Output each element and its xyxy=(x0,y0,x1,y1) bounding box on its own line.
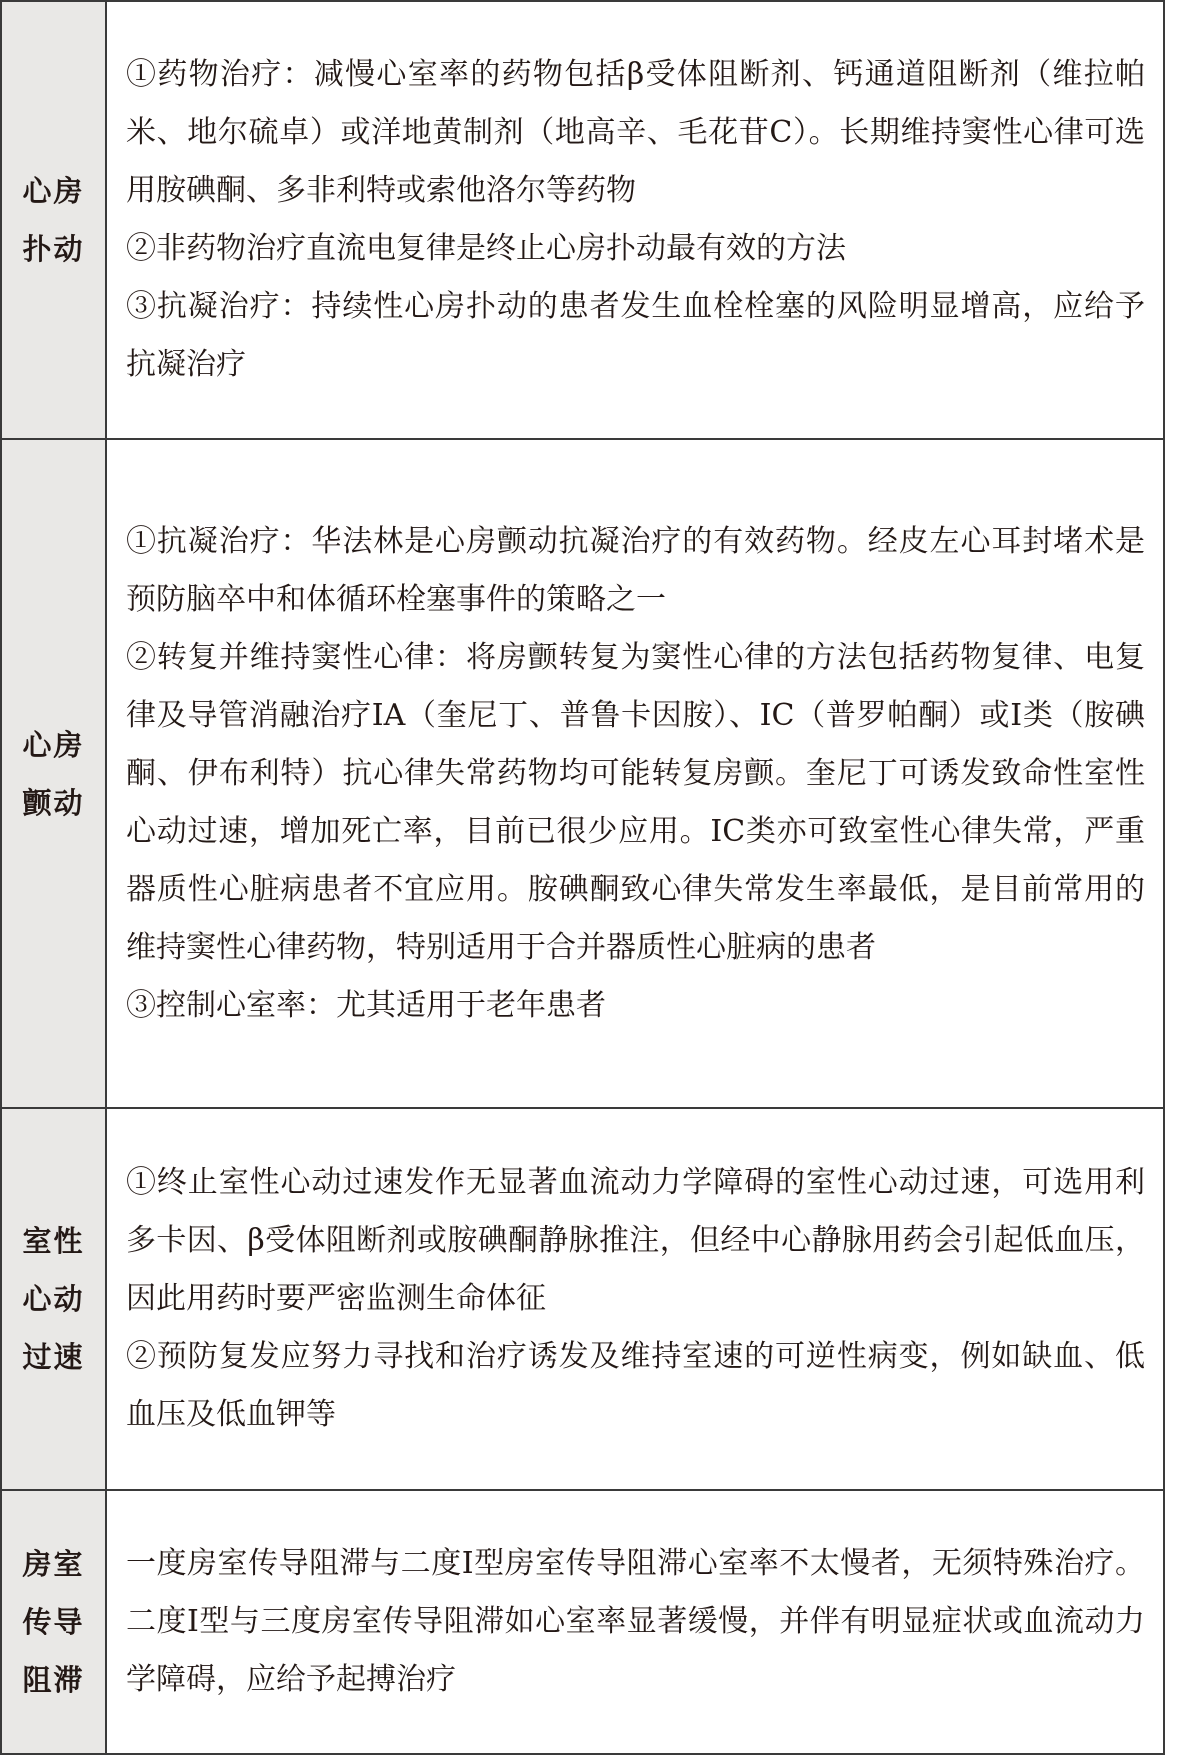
table-row xyxy=(1,439,1164,1108)
row-label-line: 心动 xyxy=(22,1282,85,1316)
row-label-cell xyxy=(1,1490,106,1754)
row-label-line: 心房 xyxy=(22,174,85,208)
content-paragraph: ②转复并维持窦性心律：将房颤转复为窦性心律的方法包括药物复律、电复律及导管消融治疗IA（奎尼丁、普鲁卡因胺）、IC（普罗帕酮）或Ⅰ类（胺碘酮、伊布利特）抗心律失常药物均可能转复房颤。奎尼丁可诱发致命性室性心动过速，增加死亡率，目前已很少应用。IC类亦可致室性心律失常，严重器质性心脏病患者不宜应用。胺碘酮致心律失常发生率最低，是目前常用的维持窦性心律药物，特别适用于合并器质性心脏病的患者 xyxy=(126,639,1145,965)
row-label-line: 过速 xyxy=(22,1340,85,1374)
row-label-line: 心房 xyxy=(22,727,85,762)
row-label-line: 传导 xyxy=(22,1605,85,1639)
content-paragraph: ①终止室性心动过速发作无显著血流动力学障碍的室性心动过速，可选用利多卡因、β受体阻断剂或胺碘酮静脉推注，但经中心静脉用药会引起低血压，因此用药时要严密监测生命体征 xyxy=(126,1165,1145,1316)
row-content-cell xyxy=(106,1490,1164,1754)
row-label-line: 阻滞 xyxy=(22,1663,85,1697)
content-paragraph: ①药物治疗：减慢心室率的药物包括β受体阻断剂、钙通道阻断剂（维拉帕米、地尔硫卓）或洋地黄制剂（地高辛、毛花苷C）。长期维持窦性心律可选用胺碘酮、多非利特或索他洛尔等药物 xyxy=(126,57,1145,208)
content-paragraph: ③控制心室率：尤其适用于老年患者 xyxy=(126,987,606,1023)
row-label-cell xyxy=(1,1,106,439)
row-content-cell xyxy=(106,1108,1164,1490)
row-label-line: 扑动 xyxy=(22,232,85,266)
content-paragraph: 一度房室传导阻滞与二度Ⅰ型房室传导阻滞心室率不太慢者，无须特殊治疗。二度Ⅰ型与三度房室传导阻滞如心室率显著缓慢，并伴有明显症状或血流动力学障碍，应给予起搏治疗 xyxy=(126,1546,1145,1697)
row-label-line: 室性 xyxy=(22,1224,85,1258)
content-paragraph: ②预防复发应努力寻找和治疗诱发及维持室速的可逆性病变，例如缺血、低血压及低血钾等 xyxy=(126,1339,1145,1432)
content-paragraph: ②非药物治疗直流电复律是终止心房扑动最有效的方法 xyxy=(126,231,846,266)
row-content-cell xyxy=(106,1,1164,439)
content-paragraph: ③抗凝治疗：持续性心房扑动的患者发生血栓栓塞的风险明显增高，应给予抗凝治疗 xyxy=(126,289,1145,382)
row-label-cell xyxy=(1,439,106,1108)
content-paragraph: ①抗凝治疗：华法林是心房颤动抗凝治疗的有效药物。经皮左心耳封堵术是预防脑卒中和体循环栓塞事件的策略之一 xyxy=(126,523,1145,617)
row-content-cell xyxy=(106,439,1164,1108)
row-label-line: 房室 xyxy=(22,1547,85,1581)
table-row xyxy=(1,1490,1164,1754)
table-row xyxy=(1,1,1164,439)
table-row xyxy=(1,1108,1164,1490)
row-label-line: 颤动 xyxy=(22,785,85,820)
row-label-cell xyxy=(1,1108,106,1490)
